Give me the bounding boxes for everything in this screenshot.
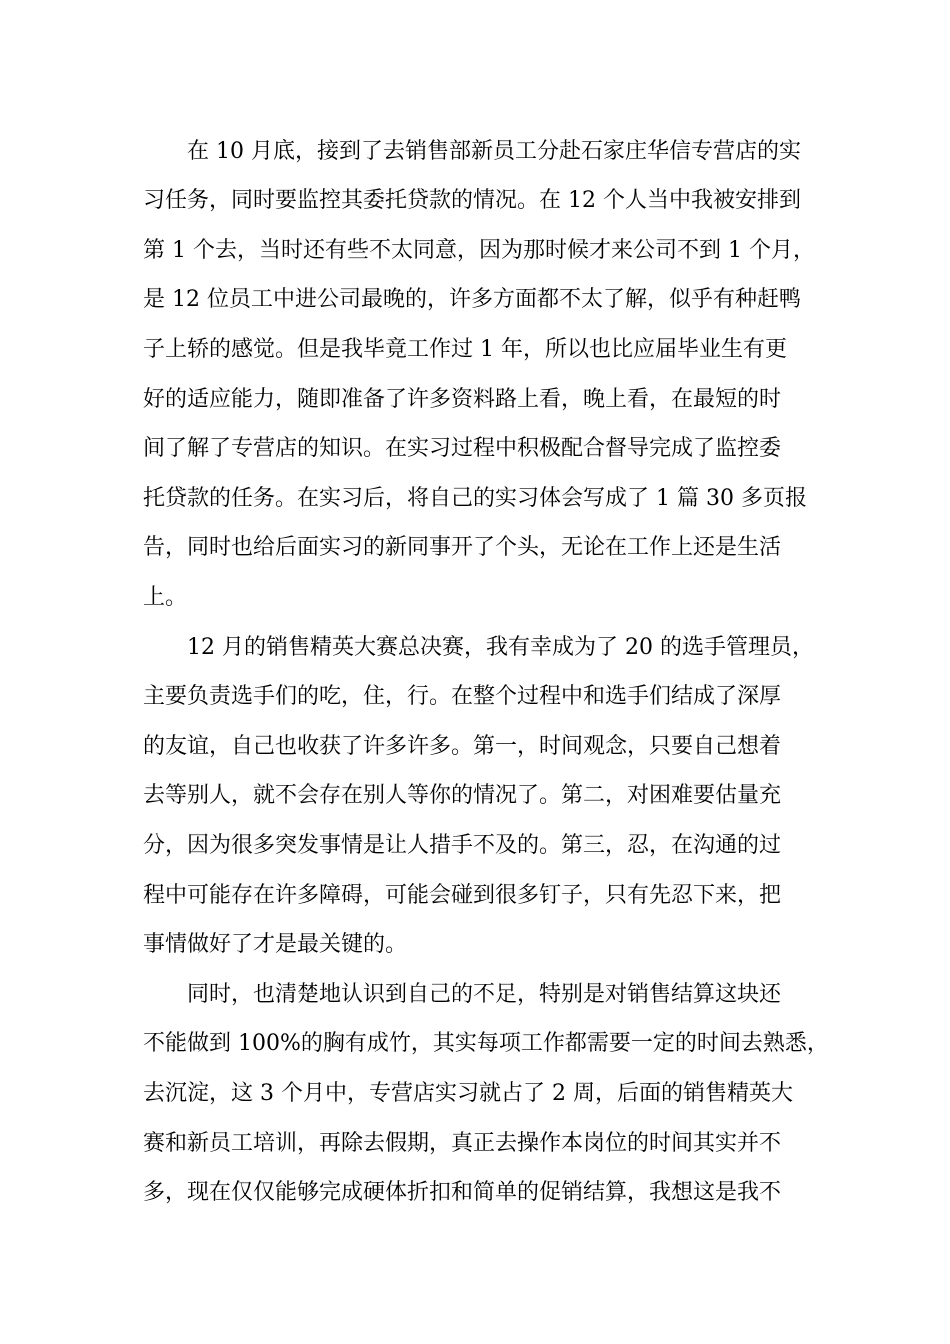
paragraph-3-line-2: 不能做到 100%的胸有成竹，其实每项工作都需要一定的时间去熟悉， (143, 1031, 829, 1056)
paragraph-1-line-7: 间了解了专营店的知识。在实习过程中积极配合督导完成了监控委 (143, 436, 782, 461)
paragraph-3-line-3: 去沉淀，这 3 个月中，专营店实习就占了 2 周，后面的销售精英大 (143, 1081, 793, 1106)
paragraph-1-line-1: 在 10 月底，接到了去销售部新员工分赴石家庄华信专营店的实 (187, 139, 801, 164)
paragraph-2-line-6: 程中可能存在许多障碍，可能会碰到很多钉子，只有先忍下来，把 (143, 883, 782, 908)
paragraph-2-line-3: 的友谊，自己也收获了许多许多。第一，时间观念，只要自己想着 (143, 734, 782, 759)
paragraph-1-line-8: 托贷款的任务。在实习后，将自己的实习体会写成了 1 篇 30 多页报 (143, 486, 807, 511)
paragraph-3-line-4: 赛和新员工培训，再除去假期，真正去操作本岗位的时间其实并不 (143, 1131, 782, 1156)
paragraph-1-line-2: 习任务，同时要监控其委托贷款的情况。在 12 个人当中我被安排到 (143, 188, 801, 213)
paragraph-2-line-4: 去等别人，就不会存在别人等你的情况了。第二，对困难要估量充 (143, 783, 782, 808)
paragraph-1-line-3: 第 1 个去，当时还有些不太同意，因为那时候才来公司不到 1 个月， (143, 238, 815, 263)
paragraph-2-line-7: 事情做好了才是最关键的。 (143, 932, 408, 957)
paragraph-1-line-6: 好的适应能力，随即准备了许多资料路上看，晚上看，在最短的时 (143, 387, 782, 412)
paragraph-2-line-1: 12 月的销售精英大赛总决赛，我有幸成为了 20 的选手管理员， (187, 635, 814, 660)
paragraph-1-line-9: 告，同时也给后面实习的新同事开了个头，无论在工作上还是生活 (143, 535, 782, 560)
paragraph-1-line-5: 子上轿的感觉。但是我毕竟工作过 1 年，所以也比应届毕业生有更 (143, 337, 787, 362)
paragraph-2-line-5: 分，因为很多突发事情是让人措手不及的。第三，忍，在沟通的过 (143, 833, 782, 858)
paragraph-3-line-1: 同时，也清楚地认识到自己的不足，特别是对销售结算这块还 (187, 982, 782, 1007)
paragraph-1-line-4: 是 12 位员工中进公司最晚的，许多方面都不太了解，似乎有种赶鸭 (143, 287, 801, 312)
paragraph-1-line-10: 上。 (143, 585, 188, 610)
paragraph-2-line-2: 主要负责选手们的吃，住，行。在整个过程中和选手们结成了深厚 (143, 684, 782, 709)
paragraph-3-line-5: 多，现在仅仅能够完成硬体折扣和简单的促销结算，我想这是我不 (143, 1180, 782, 1205)
